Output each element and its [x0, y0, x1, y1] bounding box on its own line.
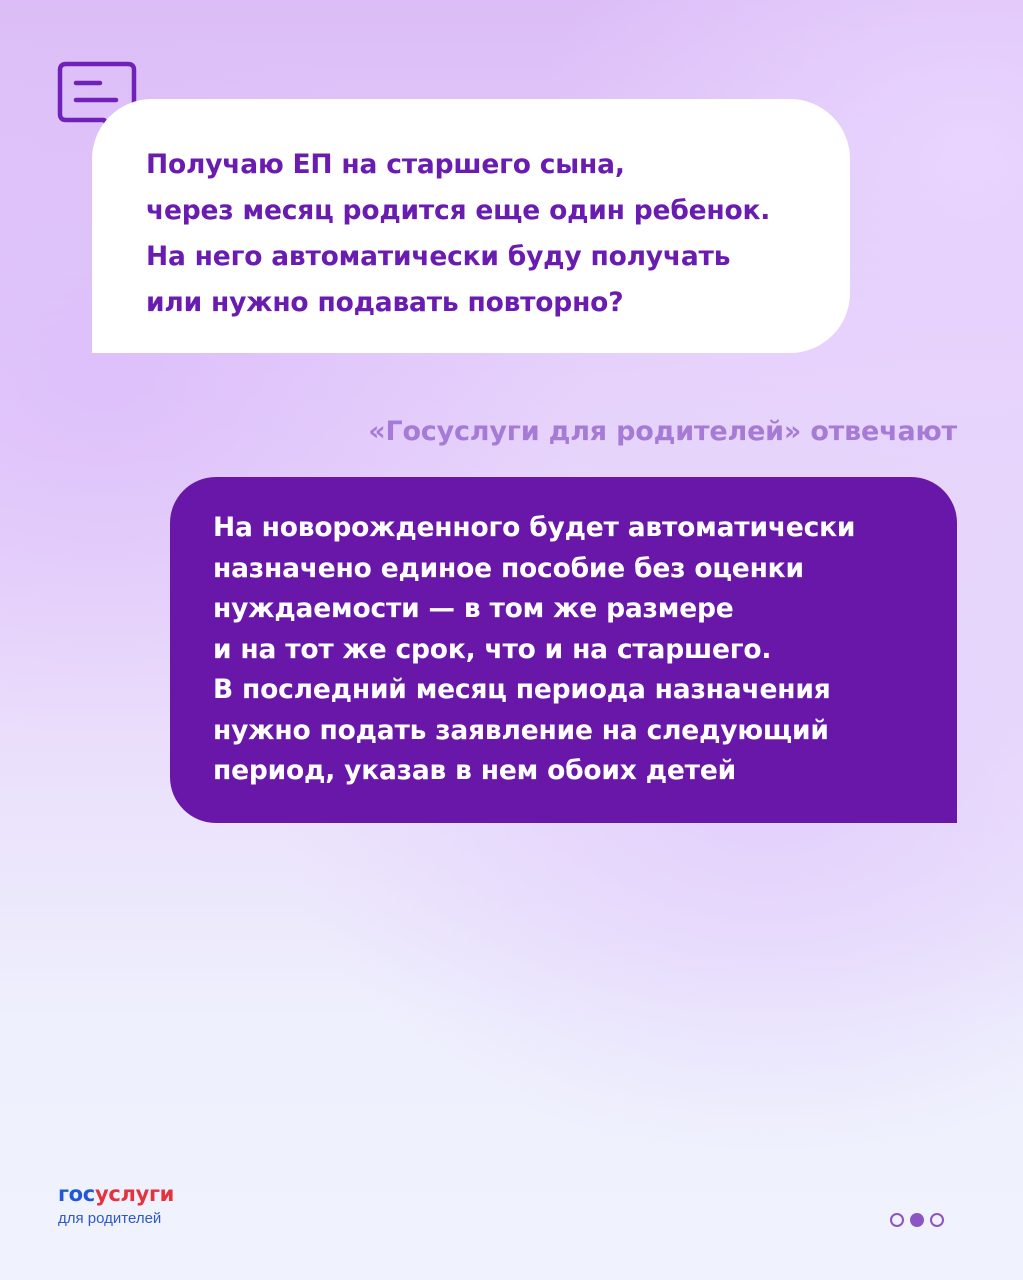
question-line: Получаю ЕП на старшего сына, — [146, 149, 625, 180]
logo-part-red: услуги — [94, 1182, 175, 1206]
answer-line: период, указав в нем обоих детей — [213, 755, 736, 786]
pager-dot-2[interactable] — [910, 1213, 924, 1227]
logo-subtitle: для родителей — [58, 1210, 162, 1227]
answer-line: назначено единое пособие без оценки — [213, 552, 804, 584]
question-text — [146, 142, 810, 326]
answer-line: и на тот же срок, что и на старшего. — [213, 633, 772, 665]
logo-wordmark — [58, 1181, 174, 1207]
question-line: На него автоматически буду получать — [146, 241, 731, 272]
answer-text — [213, 508, 937, 792]
answer-caption: «Госуслуги для родителей» отвечают — [368, 416, 957, 447]
answer-line: На новорожденного будет автоматически — [213, 512, 856, 543]
answer-line: нуждаемости — в том же размере — [213, 593, 734, 624]
answer-line: В последний месяц периода назначения — [213, 674, 831, 705]
question-line: или нужно подавать повторно? — [146, 287, 624, 318]
question-bubble — [92, 99, 850, 353]
carousel-pager — [890, 1213, 944, 1227]
gosuslugi-logo — [58, 1181, 174, 1228]
pager-dot-1[interactable] — [890, 1213, 904, 1227]
pager-dot-3[interactable] — [930, 1213, 944, 1227]
answer-line: нужно подать заявление на следующий — [213, 714, 829, 746]
question-line: через месяц родится еще один ребенок. — [146, 195, 771, 226]
answer-bubble — [170, 477, 957, 823]
logo-part-blue: гос — [58, 1182, 95, 1206]
